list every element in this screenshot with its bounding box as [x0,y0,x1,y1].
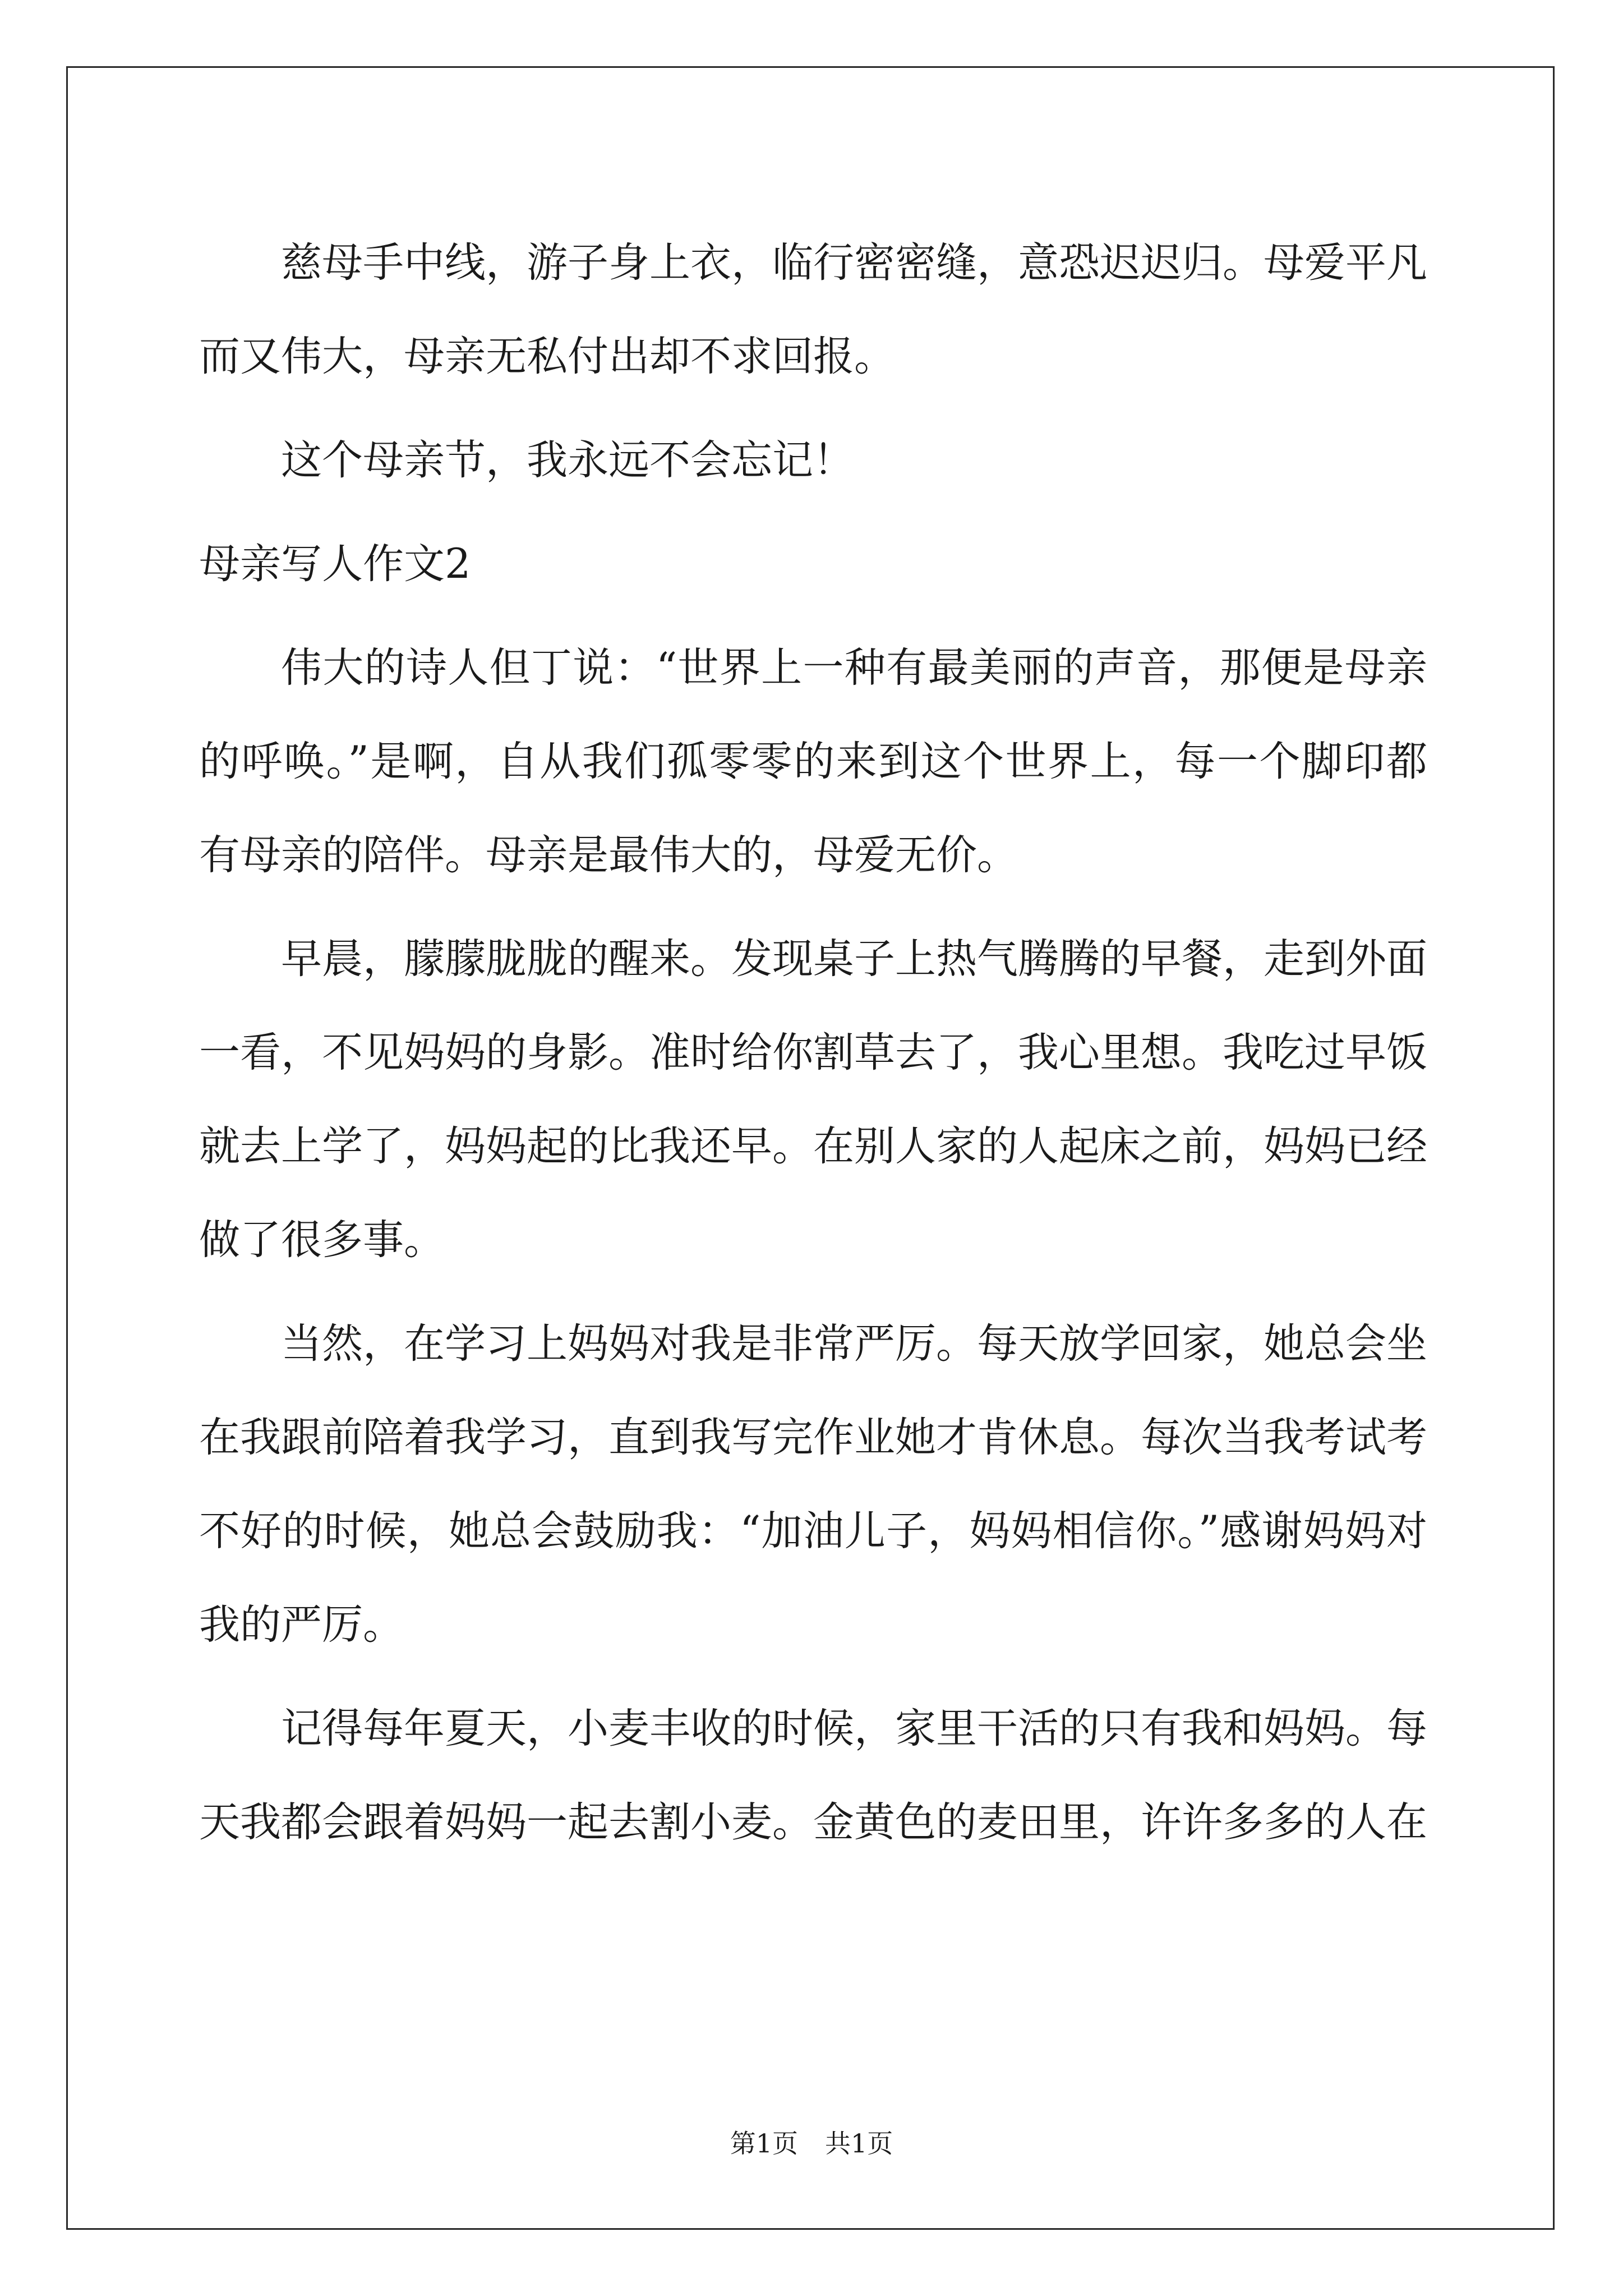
section-heading: 母亲写人作文2 [199,540,471,588]
paragraph: 早晨，朦朦胧胧的醒来。发现桌子上热气腾腾的早餐，走到外面一看，不见妈妈的身影。准时给你割草去了，我心里想。我吃过早饭就去上学了，妈妈起的比我还早。在别人家的人起床之前，妈妈已经做了很多事。 [199,935,1427,1264]
page-footer [0,2123,1623,2160]
paragraph: 记得每年夏天，小麦丰收的时候，家里干活的只有我和妈妈。每天我都会跟着妈妈一起去割小麦。金黄色的麦田里，许许多多的人在 [199,1705,1427,1846]
document-body [199,216,1427,1879]
paragraph: 当然，在学习上妈妈对我是非常严厉。每天放学回家，她总会坐在我跟前陪着我学习，直到我写完作业她才肯休息。每次当我考试考不好的时候，她总会鼓励我：“加油儿子，妈妈相信你。”感谢妈妈对我的严厉。 [199,1320,1427,1649]
page-number: 第1页 [730,2128,798,2159]
paragraph: 慈母手中线，游子身上衣，临行密密缝，意恐迟迟归。母爱平凡而又伟大，母亲无私付出却不求回报。 [199,239,1427,380]
paragraph: 这个母亲节，我永远不会忘记！ [281,436,854,484]
paragraph: 伟大的诗人但丁说：“世界上一种有最美丽的声音，那便是母亲的呼唤。”是啊，自从我们孤零零的来到这个世界上，每一个脚印都有母亲的陪伴。母亲是最伟大的，母爱无价。 [199,644,1427,879]
page-total: 共1页 [825,2128,893,2159]
